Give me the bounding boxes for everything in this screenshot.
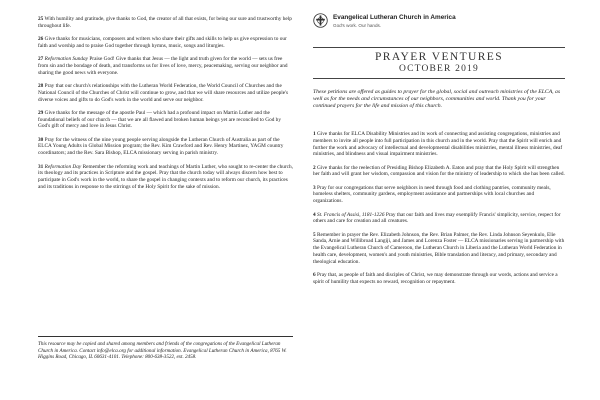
prayer-entry-6	[313, 272, 565, 286]
logo-tagline: God's work. Our hands.	[333, 22, 382, 28]
left-column	[38, 16, 293, 197]
entry-number: 28	[38, 83, 44, 90]
entry-number: 2	[313, 164, 316, 171]
entry-text: Pray that our faith and lives may exemplify Francis' simplicity, service, respect for others and care for creation and all creatures.	[313, 211, 561, 225]
prayer-entry-3	[313, 185, 565, 205]
entry-number: 27	[38, 56, 44, 63]
entry-text: Pray for our congregations that serve neighbors in need through food and clothing pantries, community meals, homeless shelters, community gardens, employment assistance and partnerships with local churches and organizations.	[313, 184, 551, 205]
prayer-entry-28	[38, 83, 293, 103]
prayer-entry-2	[313, 165, 565, 179]
entry-text: Give thanks for the message of the apostle Paul — which had a profound impact on Martin Luther and the foundational beliefs of our church — that we are all flawed and broken human beings yet are reconciled to God by God's gift of mercy and love in Jesus Christ.	[38, 109, 281, 130]
entry-number: 26	[38, 36, 44, 43]
cross-seal-icon	[313, 13, 328, 28]
entry-number: 30	[38, 136, 44, 143]
prayer-entry-26	[38, 36, 293, 50]
prayer-entry-4	[313, 212, 565, 226]
entry-number: 1	[313, 131, 316, 137]
entry-text: Give thanks for musicians, composers and writers who share their gifts and skills to help us give expression to our faith and worship and to praise God together through hymns, music, songs and liturgies.	[38, 36, 287, 49]
logo-name: Evangelical Lutheran Church in America	[333, 14, 456, 21]
entry-title: Reformation Sunday	[44, 56, 89, 63]
entry-number: 29	[38, 109, 44, 116]
entry-text: Give thanks for ELCA Disability Ministries and its work of connecting and assisting congregations, ministries and members to invite all people into full participation in this church and in the world. Pray that the Spirit will enrich and further the work and advocacy of intellectual and developmental disabilities ministries, mental illness ministries, deaf ministries, and blindness and visual impairment ministries.	[313, 131, 563, 158]
entry-number: 4	[313, 211, 316, 218]
entry-number: 31	[38, 163, 44, 170]
entry-text: Pray for the witness of the nine young people serving alongside the Lutheran Church of Australia as part of the ELCA Young Adults in Global Mission program; the Rev. Kim Crawford and Rev. Henry Martinez, YAGM country coordinators; and the Rev. Sara Bishop, ELCA missionary serving in parish ministry.	[38, 136, 284, 157]
right-column	[313, 131, 565, 292]
prayer-entry-5	[313, 232, 565, 266]
prayer-entry-30	[38, 137, 293, 157]
intro-paragraph: These petitions are offered as guides to prayer for the global, social and outreach ministries of the ELCA, as well as for the needs and circumstances of our neighbors, communities and world. Thank you for your continued prayers for the life and mission of this church.	[313, 89, 561, 110]
entry-text: Praise God! Give thanks that Jesus — the light and truth given for the world — sets us free from sin and the bondage of death, and transforms us for lives of love, mercy, peacemaking, serving our neighbor and sharing the good news with everyone.	[38, 56, 288, 76]
title-banner	[313, 47, 565, 79]
entry-text: Remember in prayer the Rev. Elizabeth Johnson, the Rev. Brian Palmer, the Rev. Linda Johnson Seyenkulo, Elie Sanda, Arnie and Willibroad Langiji, and James and Lorenza Foster — ELCA missionaries serving in partnership with the Evangelical Lutheran Church of Cameroon, the Lutheran Church in Liberia and the Lutheran World Federation in health care, development, women's and youth ministries, Bible translation and literacy, and primary, secondary and theological education.	[313, 231, 565, 265]
banner-rule-bottom	[313, 78, 565, 79]
prayer-entry-25	[38, 16, 293, 30]
entry-number: 5	[313, 231, 316, 238]
copyright-footer-note	[38, 336, 293, 361]
entry-title: Reformation Day	[44, 163, 82, 170]
entry-text: Pray that, as people of faith and disciples of Christ, we may demonstrate through our words, actions and service a spirit of humility that expects no reward, recognition or repayment.	[313, 271, 558, 285]
prayer-entry-27	[38, 56, 293, 76]
entry-title: St. Francis of Assisi, 1181-1226	[316, 211, 385, 218]
entry-text: Give thanks for the reelection of Presiding Bishop Elizabeth A. Eaton and pray that the Holy Spirit will strengthen her faith and will grant her wisdom, compassion and vision for the ministry of leadership to which she has been called.	[313, 164, 565, 178]
page-title: PRAYER VENTURES	[374, 51, 504, 63]
entry-number: 3	[313, 184, 316, 191]
entry-text: Remember the reforming work and teachings of Martin Luther, who sought to re-center the church, its theology and its practices in Scripture and the gospel. Pray that the church today will always discern how best to participate in God's work in the world, to share the gospel in changing contexts and to reform our church, its practices and its traditions in response to the stirrings of the Holy Spirit for the sake of mission.	[38, 163, 294, 190]
prayer-entry-1	[313, 131, 565, 158]
issue-date: OCTOBER 2019	[399, 64, 479, 74]
elca-logo	[313, 12, 565, 32]
entry-number: 6	[313, 271, 316, 278]
entry-number: 25	[38, 16, 44, 22]
entry-text: With humility and gratitude, give thanks to God, the creator of all that exists, for being our sure and trustworthy help throughout life.	[38, 16, 292, 29]
prayer-entry-31	[38, 164, 293, 191]
entry-text: Pray that our church's relationships with the Lutheran World Federation, the World Council of Churches and the National Council of the Churches of Christ will continue to grow, and that we will share resources and utilize people's diverse voices and gifts to do God's work in the world and serve our neighbor.	[38, 83, 289, 103]
footer-text: This resource may be copied and shared among members and friends of the congregations of the Evangelical Lutheran Church in America. Contact info@elca.org for additional information. Evangelical Lutheran Church in America, 8765 W. Higgins Road, Chicago, IL 60631-4101. Telephone: 800-638-3522, ext. 2458.	[38, 341, 287, 361]
prayer-entry-29	[38, 110, 293, 130]
